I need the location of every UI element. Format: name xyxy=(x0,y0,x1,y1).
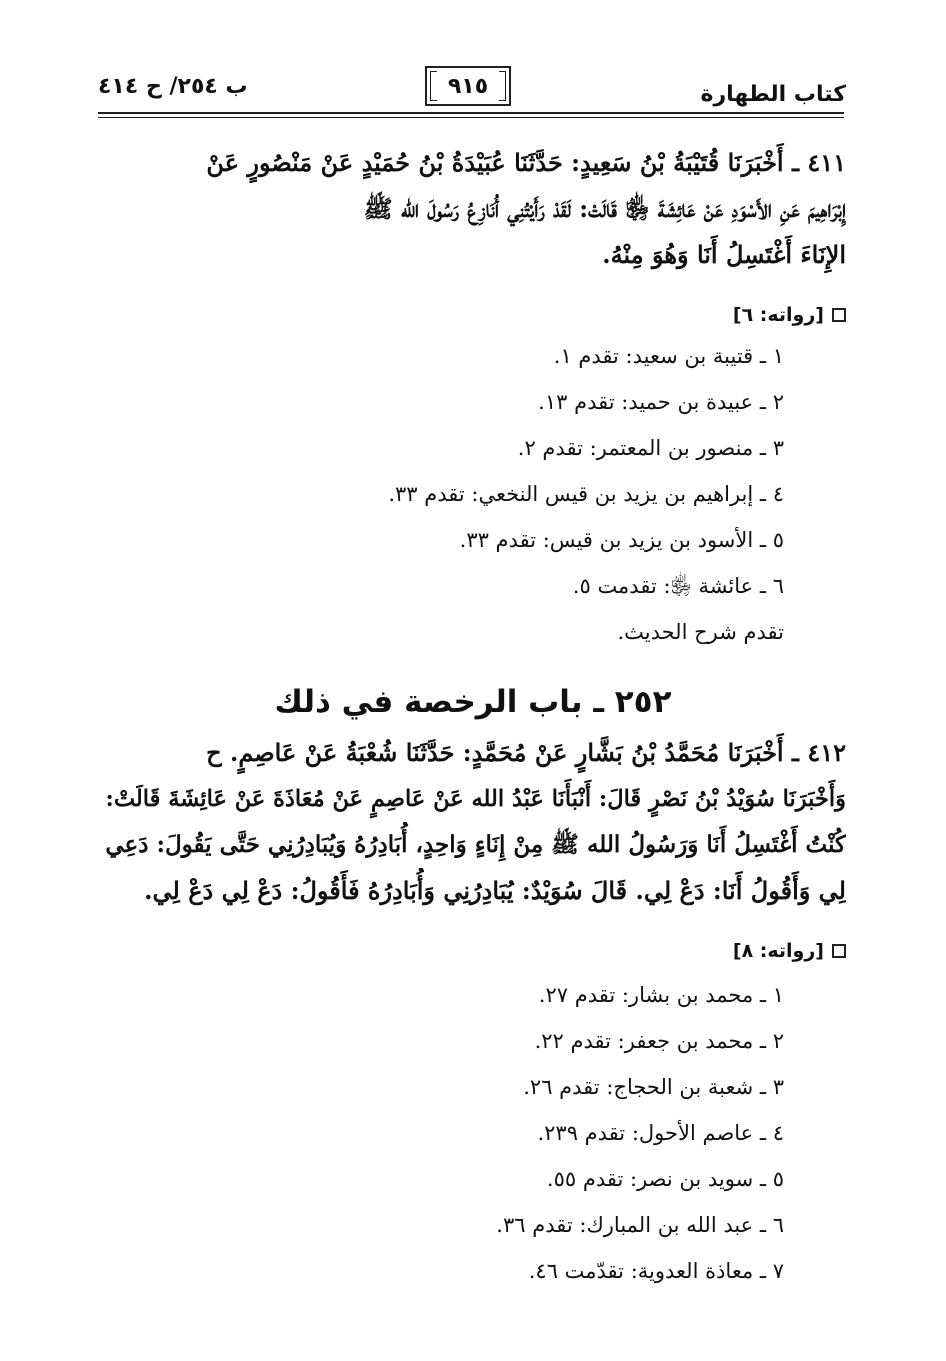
page-number: ٩١٥ xyxy=(447,73,489,99)
list-item: ٤ ـ عاصم الأحول: تقدم ٢٣٩. xyxy=(537,1121,784,1145)
list-item: ٣ ـ منصور بن المعتمر: تقدم ٢. xyxy=(517,436,784,460)
square-bullet-icon xyxy=(832,308,846,322)
narrators-list xyxy=(496,972,784,1294)
hadith-line: كُنْتُ أَغْتَسِلُ أَنَا وَرَسُولُ الله ﷺ مِنْ إِنَاءٍ وَاحِدٍ، أُبَادِرُهُ وَيُبَادِرُنِي حَتَّى يَقُولَ: دَعِي xyxy=(105,831,846,858)
list-item: ١ ـ محمد بن بشار: تقدم ٢٧. xyxy=(538,983,784,1007)
list-item: ٢ ـ عبيدة بن حميد: تقدم ١٣. xyxy=(538,390,784,414)
narrators-heading xyxy=(733,304,846,326)
list-item: ٧ ـ معاذة العدوية: تقدّمت ٤٦. xyxy=(528,1259,784,1283)
list-item: ٤ ـ إبراهيم بن يزيد بن قيس النخعي: تقدم ٣٣. xyxy=(388,482,784,506)
narrators-list xyxy=(388,333,784,655)
list-item: ١ ـ قتيبة بن سعيد: تقدم ١. xyxy=(553,344,784,368)
list-item: ٥ ـ الأسود بن يزيد بن قيس: تقدم ٣٣. xyxy=(459,528,784,552)
list-item: ٣ ـ شعبة بن الحجاج: تقدم ٢٦. xyxy=(523,1075,784,1099)
hadith-line: وَأَخْبَرَنَا سُوَيْدُ بْنُ نَصْرٍ قَالَ: أَنْبَأَنَا عَبْدُ الله عَنْ عَاصِمٍ عَنْ مُعَاذَةَ عَنْ عَائِشَةَ قَالَتْ: xyxy=(105,786,846,812)
square-bullet-icon xyxy=(832,944,846,958)
hadith-line: ٤١١ ـ أَخْبَرَنَا قُتَيْبَةُ بْنُ سَعِيدٍ: حَدَّثَنَا عُبَيْدَةُ بْنُ حُمَيْدٍ عَنْ مَنْصُورٍ عَنْ xyxy=(206,148,846,177)
list-item: تقدم شرح الحديث. xyxy=(617,620,784,644)
hadith-line: إِبْرَاهِيمَ عَنِ الأَسْوَدِ عَنْ عَائِشَةَ ﵂ قَالَتْ: لَقَدْ رَأَيْتُنِي أُنَازِعُ رَسُولَ الله ﷺ xyxy=(363,194,846,223)
list-item: ٥ ـ سويد بن نصر: تقدم ٥٥. xyxy=(546,1167,784,1191)
narrators-title: [رواته: ٨] xyxy=(732,940,824,962)
hadith-411 xyxy=(100,140,846,278)
header-reference: ب ٢٥٤/ ح ٤١٤ xyxy=(98,74,248,99)
book-title: كتاب الطهارة xyxy=(700,82,846,107)
hadith-line: لِي وَأَقُولُ أَنَا: دَعْ لِي. قَالَ سُوَيْدٌ: يُبَادِرُنِي وَأُبَادِرُهُ فَأَقُولُ: دَعْ لِي دَعْ لِي. xyxy=(144,876,846,905)
hadith-line: ٤١٢ ـ أَخْبَرَنَا مُحَمَّدُ بْنُ بَشَّارٍ عَنْ مُحَمَّدٍ: حَدَّثَنَا شُعْبَةُ عَنْ عَاصِمٍ. ح xyxy=(206,738,846,767)
narrators-title: [رواته: ٦] xyxy=(732,304,824,326)
list-item: ٢ ـ محمد بن جعفر: تقدم ٢٢. xyxy=(534,1029,784,1053)
list-item: ٦ ـ عبد الله بن المبارك: تقدم ٣٦. xyxy=(496,1213,784,1237)
header-rule xyxy=(98,112,844,114)
narrators-heading xyxy=(733,940,846,962)
chapter-heading: ٢٥٢ ـ باب الرخصة في ذلك xyxy=(274,684,672,720)
hadith-412 xyxy=(100,730,846,914)
list-item: ٦ ـ عائشة ﵂: تقدمت ٥. xyxy=(572,574,784,598)
hadith-line: الإِنَاءَ أَغْتَسِلُ أَنَا وَهُوَ مِنْهُ. xyxy=(602,240,846,269)
header-rule-thin xyxy=(98,117,844,118)
page-number-box xyxy=(425,66,511,106)
